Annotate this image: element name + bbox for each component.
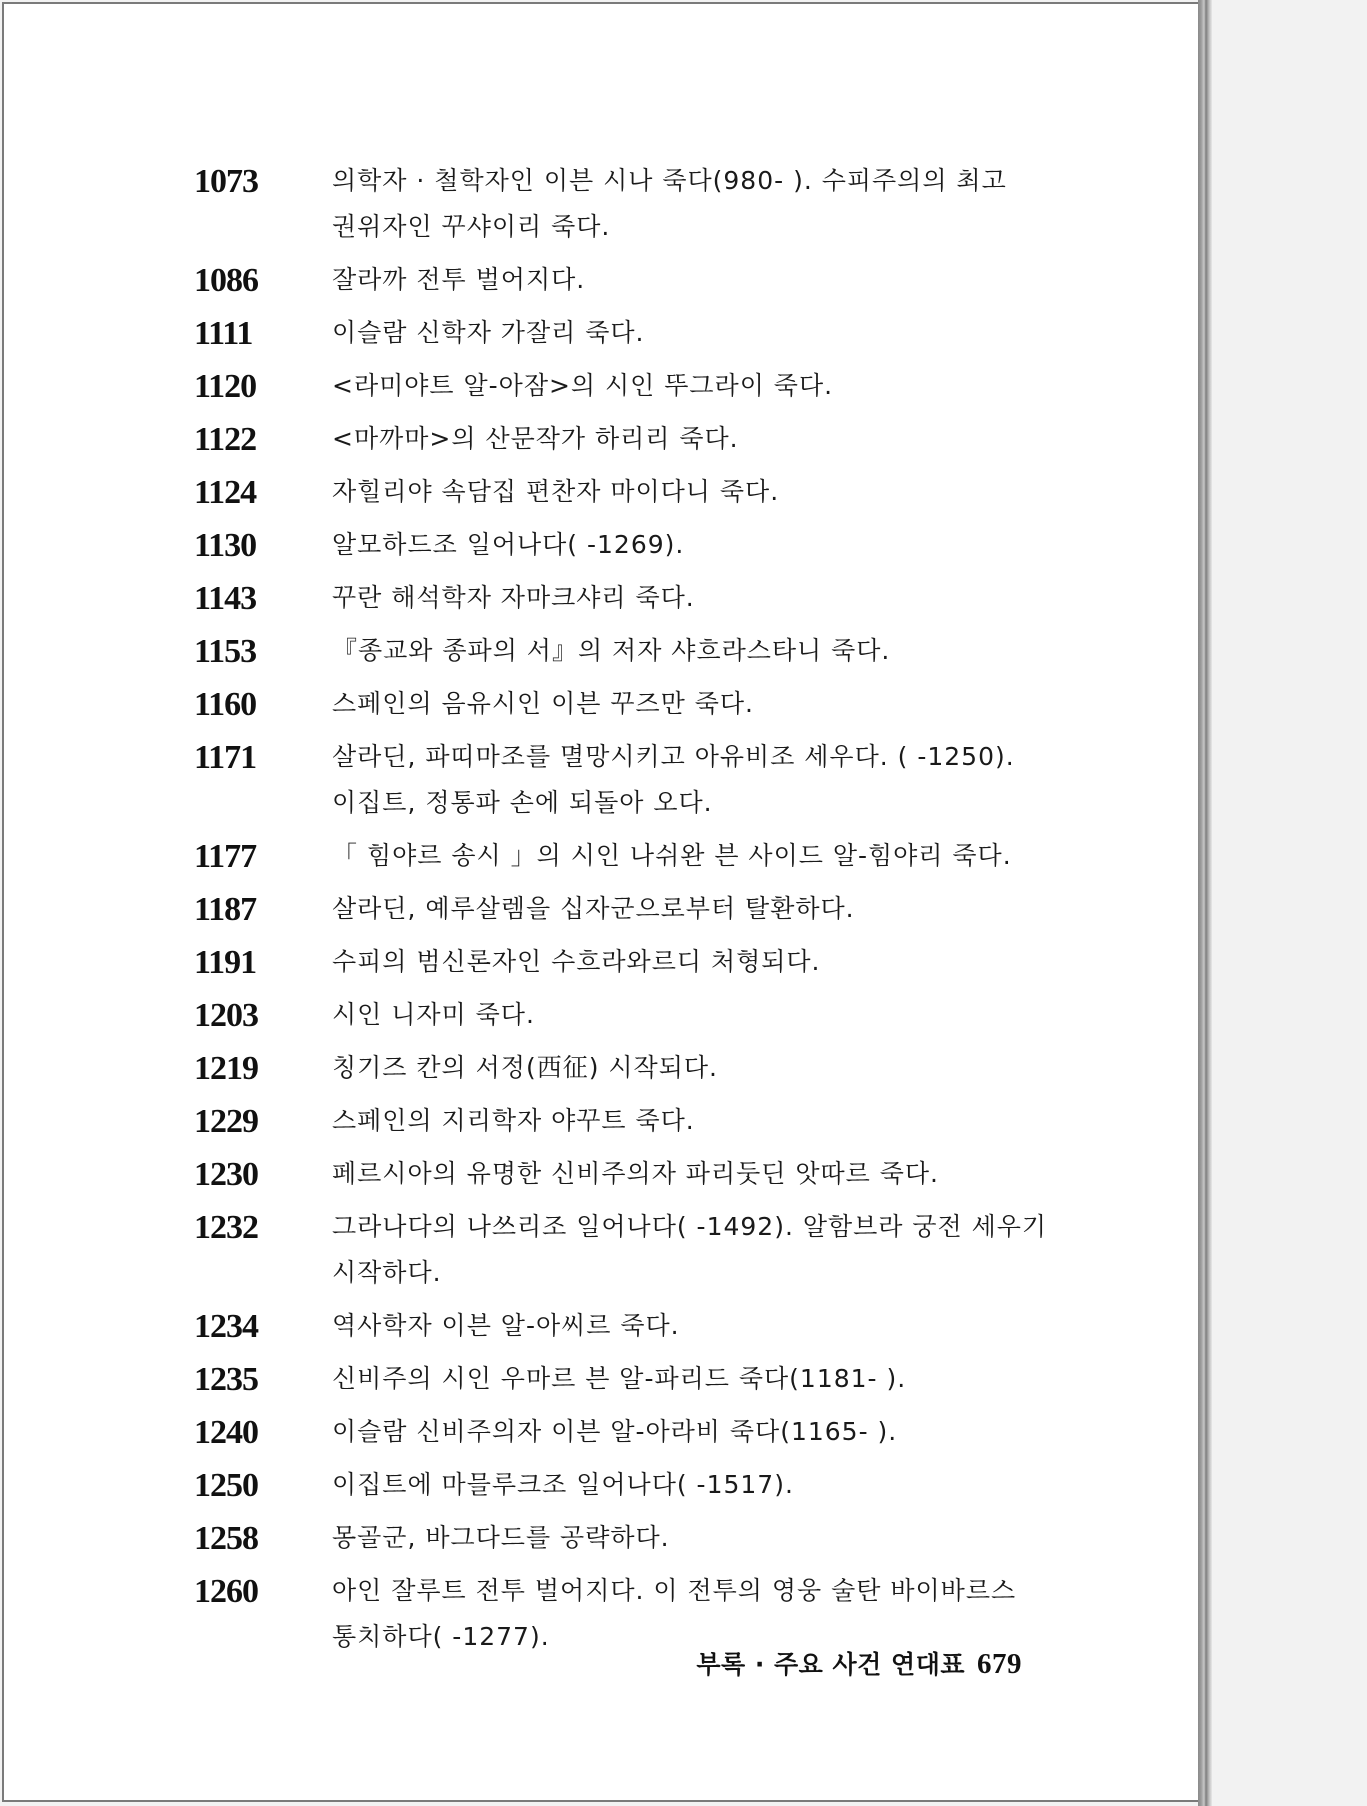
entry-text: 『종교와 종파의 서』의 저자 샤흐라스타니 죽다. (332, 636, 891, 665)
entry-text: 신비주의 시인 우마르 븐 알-파리드 죽다(1181- ). (332, 1364, 907, 1393)
entry-text: 칭기즈 칸의 서정(西征) 시작되다. (332, 1053, 718, 1082)
entry-text: 자힐리야 속담집 편찬자 마이다니 죽다. (332, 477, 780, 506)
entry-year: 1073 (194, 163, 258, 200)
entry-year: 1120 (194, 368, 257, 405)
entry-year: 1171 (194, 739, 257, 776)
entry-year: 1177 (194, 838, 257, 875)
chronology-entry (194, 475, 1054, 515)
entry-year: 1240 (194, 1414, 258, 1451)
entry-year: 1260 (194, 1573, 258, 1610)
entry-text: 살라딘, 파띠마조를 멸망시키고 아유비조 세우다. ( -1250). 이집트, 정통파 손에 되돌아 오다. (332, 742, 1015, 817)
entry-text: <마까마>의 산문작가 하리리 죽다. (332, 424, 739, 453)
entry-year: 1229 (194, 1103, 258, 1140)
entry-text: 스페인의 음유시인 이븐 꾸즈만 죽다. (332, 689, 754, 718)
section-title: 부록 · 주요 사건 연대표 (696, 1650, 965, 1679)
entry-text: 「 힘야르 송시 」의 시인 나쉬완 븐 사이드 알-힘야리 죽다. (332, 841, 1012, 870)
chronology-entry (194, 1468, 1054, 1508)
page-number: 679 (977, 1648, 1022, 1680)
chronology-entry (194, 945, 1054, 985)
entry-year: 1234 (194, 1308, 258, 1345)
chronology-entry (194, 1104, 1054, 1144)
chronology-entry (194, 1157, 1054, 1197)
entry-year: 1191 (194, 944, 257, 981)
entry-text: 이집트에 마믈루크조 일어나다( -1517). (332, 1470, 794, 1499)
entry-text: 잘라까 전투 벌어지다. (332, 265, 586, 294)
chronology-entry (194, 1521, 1054, 1561)
entry-text: 역사학자 이븐 알-아씨르 죽다. (332, 1311, 680, 1340)
chronology-entry (194, 581, 1054, 621)
entry-text: 스페인의 지리학자 야꾸트 죽다. (332, 1106, 695, 1135)
entry-text: 꾸란 해석학자 자마크샤리 죽다. (332, 583, 695, 612)
entry-text: 몽골군, 바그다드를 공략하다. (332, 1523, 670, 1552)
entry-text: 아인 잘루트 전투 벌어지다. 이 전투의 영웅 술탄 바이바르스 통치하다( -1277). (332, 1576, 1017, 1651)
entry-year: 1250 (194, 1467, 258, 1504)
entry-year: 1258 (194, 1520, 258, 1557)
chronology-entry (194, 422, 1054, 462)
entry-year: 1124 (194, 474, 257, 511)
chronology-entry (194, 740, 1054, 826)
entry-text: 알모하드조 일어나다( -1269). (332, 530, 685, 559)
entry-year: 1230 (194, 1156, 258, 1193)
entry-text: 수피의 범신론자인 수흐라와르디 처형되다. (332, 947, 821, 976)
page-footer (696, 1645, 1022, 1681)
chronology-entry (194, 892, 1054, 932)
entry-text: 이슬람 신비주의자 이븐 알-아라비 죽다(1165- ). (332, 1417, 898, 1446)
chronology-entry (194, 998, 1054, 1038)
chronology-entry (194, 164, 1054, 250)
chronology-entry (194, 1415, 1054, 1455)
chronology-entry (194, 528, 1054, 568)
entry-text: 살라딘, 예루살렘을 십자군으로부터 탈환하다. (332, 894, 855, 923)
entry-year: 1235 (194, 1361, 258, 1398)
chronology-entry (194, 1210, 1054, 1296)
entry-text: 그라나다의 나쓰리조 일어나다( -1492). 알함브라 궁전 세우기 시작하다. (332, 1212, 1048, 1287)
entry-year: 1219 (194, 1050, 258, 1087)
entry-year: 1153 (194, 633, 257, 670)
entry-text: 의학자 · 철학자인 이븐 시나 죽다(980- ). 수피주의의 최고 권위자인 꾸샤이리 죽다. (332, 166, 1007, 241)
entry-text: 페르시아의 유명한 신비주의자 파리둣딘 앗따르 죽다. (332, 1159, 939, 1188)
chronology-entry (194, 1309, 1054, 1349)
chronology-entry (194, 263, 1054, 303)
chronology-entry (194, 1362, 1054, 1402)
entry-year: 1160 (194, 686, 257, 723)
entry-year: 1187 (194, 891, 257, 928)
page-edge-shadow (1198, 0, 1212, 1806)
entry-year: 1203 (194, 997, 258, 1034)
chronology-entry (194, 839, 1054, 879)
chronology-entry (194, 316, 1054, 356)
entry-year: 1086 (194, 262, 258, 299)
chronology-entry (194, 634, 1054, 674)
book-page (2, 2, 1206, 1802)
chronology-list (194, 164, 1054, 1673)
entry-text: 시인 니자미 죽다. (332, 1000, 535, 1029)
entry-text: 이슬람 신학자 가잘리 죽다. (332, 318, 645, 347)
entry-year: 1232 (194, 1209, 258, 1246)
chronology-entry (194, 687, 1054, 727)
entry-year: 1143 (194, 580, 257, 617)
chronology-entry (194, 369, 1054, 409)
entry-year: 1111 (194, 315, 253, 352)
entry-text: <라미야트 알-아잠>의 시인 뚜그라이 죽다. (332, 371, 834, 400)
entry-year: 1130 (194, 527, 257, 564)
entry-year: 1122 (194, 421, 257, 458)
chronology-entry (194, 1051, 1054, 1091)
